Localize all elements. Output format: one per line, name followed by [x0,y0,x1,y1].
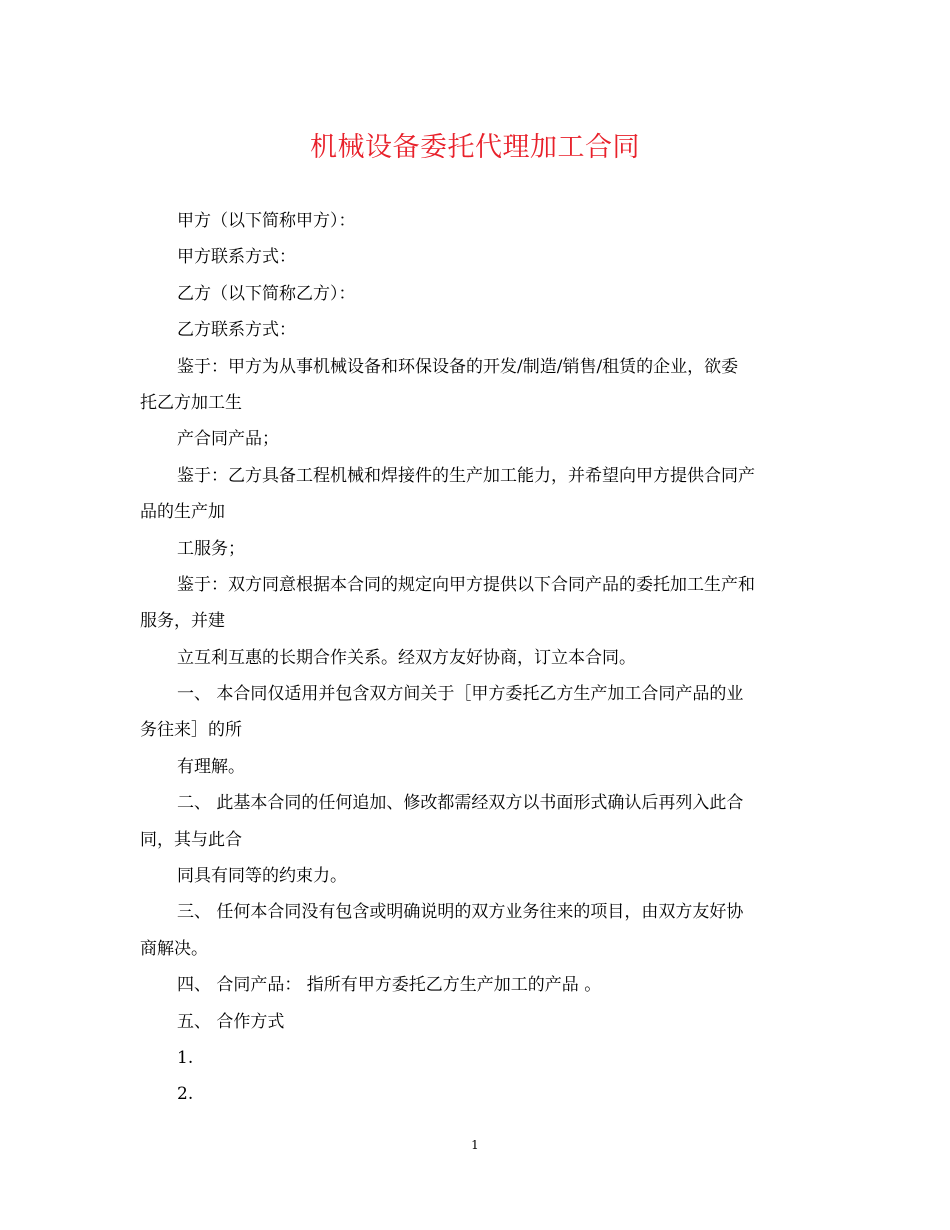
clause-3-line-1: 三、 任何本合同没有包含或明确说明的双方业务往来的项目，由双方友好协 [177,902,744,923]
clause-3-line-2: 商解决。 [140,938,208,959]
document-title: 机械设备委托代理加工合同 [310,132,640,163]
whereas-2-line-2: 品的生产加 [140,502,225,523]
whereas-3-line-3: 立互利互惠的长期合作关系。经双方友好协商，订立本合同。 [177,647,636,668]
whereas-1-line-2: 托乙方加工生 [140,392,242,413]
clause-2-line-3: 同具有同等的约束力。 [177,866,347,887]
clause-2-line-1: 二、 此基本合同的任何追加、修改都需经双方以书面形式确认后再列入此合 [177,793,744,814]
party-a-contact-line: 甲方联系方式： [177,247,296,268]
page-number: 1 [471,1138,479,1152]
whereas-2-line-3: 工服务； [177,538,245,559]
clause-4-line: 四、 合同产品： 指所有甲方委托乙方生产加工的产品 。 [177,975,602,996]
whereas-3-line-1: 鉴于：双方同意根据本合同的规定向甲方提供以下合同产品的委托加工生产和 [177,574,755,595]
whereas-1-line-3: 产合同产品； [177,429,279,450]
clause-1-line-3: 有理解。 [177,756,245,777]
party-a-name-line: 甲方（以下简称甲方）： [177,211,356,231]
party-b-contact-line: 乙方联系方式： [177,320,296,341]
clause-1-line-1: 一、 本合同仅适用并包含双方间关于［甲方委托乙方生产加工合同产品的业 [177,684,744,705]
whereas-2-line-1: 鉴于：乙方具备工程机械和焊接件的生产加工能力，并希望向甲方提供合同产 [177,465,755,486]
whereas-1-line-1: 鉴于：甲方为从事机械设备和环保设备的开发/制造/销售/租赁的企业，欲委 [177,356,739,377]
clause-5-item-2: 2. [177,1084,194,1105]
clause-5-heading: 五、 合作方式 [177,1011,285,1032]
clause-5-item-1: 1. [177,1047,194,1068]
party-b-name-line: 乙方（以下简称乙方）： [177,283,356,304]
clause-1-line-2: 务往来］的所 [140,720,242,741]
clause-2-line-2: 同，其与此合 [140,829,242,850]
contract-body [140,203,820,1113]
whereas-3-line-2: 服务，并建 [140,611,225,632]
